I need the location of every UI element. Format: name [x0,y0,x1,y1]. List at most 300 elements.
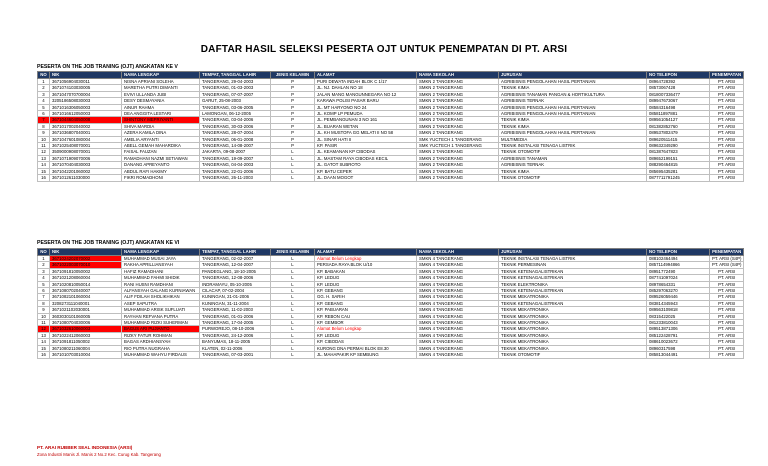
table-cell: TANGERANG, 12-08-2006 [200,275,271,281]
table-cell: SMKN 2 TANGERANG [417,162,499,168]
table-cell: SMKN 4 TANGERANG [417,262,499,268]
table-cell: 089513871306 [647,326,710,332]
table-cell: TANGERANG, 03-04-2006 [200,117,271,123]
table-cell: L [271,320,315,326]
table-cell: TEKNIK INSTALASI TENAGA LISTRIK [499,256,647,262]
table-cell: JL. KEAMANAN KP CIBODAS [315,149,417,155]
table-cell: PT. ARSI [710,352,744,358]
table-cell: 089652199151 [647,155,710,161]
column-header: NAMA LENGKAP [122,249,200,256]
table-cell: TEKNIK OTOMOTIF [499,175,647,181]
table-cell: TANGERANG, 22-01-2006 [200,168,271,174]
table-cell: 088102464494 [647,256,710,262]
table-cell: SHINTONY MEPRIYANTI [122,117,200,123]
table-cell: MUHAMMAD ARISK SUFLUATI [122,307,200,313]
table-cell: 3671080704030006 [50,320,122,326]
table-cell: 3671091811050002 [50,339,122,345]
table-cell: L [271,162,315,168]
table-cell: 3603030101060005 [50,313,122,319]
table-cell: 3671070404030003 [50,162,122,168]
table-cell: 6 [38,111,50,117]
table-cell: SMKN 4 TANGERANG [417,288,499,294]
table-cell: TEKNIK KIMIA [499,117,647,123]
table-cell: 0818007336477 [647,91,710,97]
table-cell: 3 [38,91,50,97]
table-cell: TEKNIK PERMESINAN [499,262,647,268]
table-cell: TEKNIK OTOMOTIF [499,352,647,358]
table-cell: SMKN 2 TANGERANG [417,175,499,181]
table-cell: TANGERANG, 17-04-2005 [200,320,271,326]
table-cell: PT. ARSI [710,123,744,129]
table-cell: KUNINGAN, 31-11-2004 [200,300,271,306]
table-cell: P [271,136,315,142]
table-row [38,175,744,181]
table-cell: 3671056904030011 [50,79,122,85]
table-cell: DANANG APREYANTO [122,162,200,168]
table-cell: 3671021208060004 [50,275,122,281]
table-cell: SMKN 4 TANGERANG [417,300,499,306]
table-cell: SMKN 4 TANGERANG [417,332,499,338]
table-cell: L [271,175,315,181]
table-angkatan-vi [37,248,744,359]
table-cell: 08315422025 [647,313,710,319]
table-cell: L [271,149,315,155]
table-cell: 4 [38,98,50,104]
table-cell: SMKN 4 TANGERANG [417,268,499,274]
table-cell: ALIF FDILAH SHOLIKHIKAN [122,294,200,300]
table-cell: L [271,281,315,287]
table-cell: TEKNIK MEKATRONIKA [499,345,647,351]
table-cell: 10 [38,136,50,142]
table-cell: MARETHA PUTRI DIMANTI [122,85,200,91]
table-cell: PT. ARSI [710,307,744,313]
table-cell: SMKN 2 TANGERANG [417,104,499,110]
table-cell: TANGERANG, 26-11-2003 [200,175,271,181]
table-cell: PT. ARSI [710,149,744,155]
table-cell: TANGERANG, 02-02-2007 [200,256,271,262]
table-cell: PT. ARSI [710,175,744,181]
table-angkatan-v [37,71,744,182]
table-cell: KP. CIBODAS [315,339,417,345]
table-cell: PT. ARSI [710,136,744,142]
table-cell: 085695435281 [647,168,710,174]
table-cell: 08964728392 [647,79,710,85]
table-cell: 081382852760 [647,123,710,129]
table-cell: L [271,313,315,319]
table-cell: RAMADHANI NAZMI SETIAWAN [122,155,200,161]
table-cell: JL. KH MUSTOFA GG MELATI II NO 58 [315,130,417,136]
table-cell: 089947673067 [647,98,710,104]
table-cell: AGRIBISNIS TERNAK [499,98,647,104]
table-cell: 3671020810050014 [50,281,122,287]
table-cell: 0857114994866 [647,262,710,268]
table-cell: P [271,91,315,97]
table-cell: TANGERANG, 03-06-2005 [200,104,271,110]
table-cell: KP. LEDUG [315,275,417,281]
table-cell: PT. ARSI [710,281,744,287]
table-cell: KP. LEDUG [315,281,417,287]
column-header: JURUSAN [499,249,647,256]
table-cell: 7 [38,117,50,123]
table-cell: 12 [38,326,50,332]
table-cell: PT. ARSI [710,288,744,294]
table-header-row [38,249,744,256]
table-cell: TEKNIK KETENAGALISTRIKAN [499,275,647,281]
table-cell: PT. ARSI [710,275,744,281]
table-cell: L [271,268,315,274]
table-cell: TEKNIK KIMIA [499,123,647,129]
table-cell: SMKN 4 TANGERANG [417,345,499,351]
table-cell: AGRIBISNIS PENGOLAHAN HASIL PERTANIAN [499,111,647,117]
table-cell: 8 [38,123,50,129]
table-cell: 085122428791 [647,332,710,338]
table-cell: PT. ARSI [710,111,744,117]
table-cell: ASEP SAPUTRA [122,300,200,306]
table-cell: KP. PABUARAN [315,307,417,313]
table-cell: PT. ARSI [710,162,744,168]
table-cell: TANGERANG, 07-03-2001 [200,352,271,358]
table-cell: 089563109818 [647,307,710,313]
table-cell: 8 [38,300,50,306]
table-cell: TEKNIK KIMIA [499,168,647,174]
column-header: NIK [50,72,122,79]
table-cell: AZERA KAMILA DINA [122,130,200,136]
table-cell: 7 [38,294,50,300]
table-cell: SMK YUCTECH 1 TANGERANG [417,136,499,142]
table-cell: SMKN 2 TANGERANG [417,79,499,85]
table-cell: KP. GEBANG [315,288,417,294]
table-cell: PT. ARSI (S4P) [710,262,744,268]
table-cell: JL. DAAN MOGOT [315,175,417,181]
table-cell: 3671044604050008 [50,117,122,123]
table-cell: TANGERANG, 12-04-2007 [200,262,271,268]
table-cell: 3671080702040007 [50,288,122,294]
table-cell: 3671022412060003 [50,332,122,338]
table-cell: SMKN 2 TANGERANG [417,130,499,136]
table-cell: 3671025408070001 [50,143,122,149]
table-cell: TEKNIK ELEKTRONIKA [499,281,647,287]
column-header: PENEMPATAN [710,72,744,79]
table-cell: 3671016612050003 [50,111,122,117]
table-cell: JALAN MANG MANGUNNEGARA NO 12 [315,91,417,97]
table-cell: BANYUMAS, 18-11-2005 [200,339,271,345]
table-cell: TANGERANG, 07-07-2007 [200,91,271,97]
table-cell: PT. ARSI [710,294,744,300]
table-cell: SMKN 2 TANGERANG [417,168,499,174]
table-cell: L [271,275,315,281]
table-cell: TEKNIK MEKATRONIKA [499,332,647,338]
table-cell: TANGERANG, 24-12-2006 [200,332,271,338]
table-cell: 14 [38,339,50,345]
table-cell: SMKN 4 TANGERANG [417,326,499,332]
table-cell: 089561054127 [647,117,710,123]
table-cell: P [271,123,315,129]
table-cell: NISNA APRIANI SOLEHA [122,79,200,85]
table-cell: TEKNIK KETENAGALISTRIKAN [499,268,647,274]
table-cell: LAMONGAN, 06-12-2005 [200,111,271,117]
table-cell: TEKNIK MEKATRONIKA [499,313,647,319]
table-cell: L [271,294,315,300]
table-cell: 083814345943 [647,300,710,306]
table-cell: PT. ARSI [710,313,744,319]
table-cell: SMK YUCTECH 1 TANGERANG [417,143,499,149]
table-cell: TANGERANG, 04-04-2003 [200,162,271,168]
table-cell: L [271,352,315,358]
table-cell: P [271,117,315,123]
table-cell: 3671024202070002 [50,256,122,262]
table-cell: SMKN 4 TANGERANG [417,307,499,313]
table-cell: 0877711791245 [647,175,710,181]
table-cell: PT. ARSI [710,79,744,85]
table-cell: AINUR RAHMA [122,104,200,110]
table-cell: 3671022003070010 [50,262,122,268]
table-cell: 081387647823 [647,149,710,155]
table-cell: PURI DEWATA INDAH BLOK C 1/17 [315,79,417,85]
table-cell: SMKN 4 TANGERANG [417,320,499,326]
table-cell: L [271,155,315,161]
table-cell: 2 [38,262,50,268]
table-cell: TEKNIK OTOMOTIF [499,149,647,155]
table-cell: SHIVA MARDIA [122,123,200,129]
table-cell: 3671047070700004 [50,91,122,97]
table-cell: TEKNIK INSTALASI TENAGA LISTRIK [499,143,647,149]
table-cell: PT. ARSI [710,345,744,351]
table-cell: JL. MASTAM RAYA CIBODAS KECIL [315,155,417,161]
table-cell: 089537802479 [647,130,710,136]
column-header: NO [38,72,50,79]
table-cell: TANGERANG, 11-02-2003 [200,307,271,313]
table-cell: PT. ARSI [710,85,744,91]
table-cell: SMKN 2 TANGERANG [417,123,499,129]
table-cell: L [271,256,315,262]
table-cell: PT. ARSI [710,320,744,326]
footer-company: PT. ARAI RUBBER SEAL INDONESIA (ARSI) [37,445,133,450]
table-cell: 6 [38,288,50,294]
table-cell: P [271,79,315,85]
table-cell: 08951772490 [647,268,710,274]
table-cell: SMKN 2 TANGERANG [417,111,499,117]
table-cell: P [271,111,315,117]
table-cell: 085297063270 [647,288,710,294]
column-header: TEMPAT, TANGGAL LAHIR [200,249,271,256]
table-cell: 14 [38,162,50,168]
table-cell: PT. ARSI [710,155,744,161]
table-cell: 15 [38,345,50,351]
table-cell: KP. BATU CEPER [315,168,417,174]
table-cell: PANDEGLANG, 18-10-2005 [200,268,271,274]
table-cell: PT. ARSI [710,268,744,274]
table-cell: 3509000908070001 [50,149,122,155]
table-cell: SMKN 4 TANGERANG [417,339,499,345]
table-cell: 3671082101060004 [50,294,122,300]
table-cell: PERSADA RAYA BLOK U/10 [315,262,417,268]
table-cell: EVIVI ULLANDA JUBI [122,91,200,97]
table-cell: 5 [38,281,50,287]
table-cell: 2 [38,85,50,91]
table-cell: AMELIA ARYANTI [122,136,200,142]
table-cell: 3208273111040001 [50,300,122,306]
table-cell: 1 [38,256,50,262]
table-cell: TEKNIK KETENAGALISTRIKAN [499,288,647,294]
table-cell: RIZKY FATUR ROHMAN [122,332,200,338]
column-header: ALAMAT [315,72,417,79]
table-cell: TANGERANG, 01-01-2006 [200,313,271,319]
table-cell: TEKNIK MEKATRONIKA [499,339,647,345]
table-cell: 1 [38,79,50,85]
table-cell: Alamat Belum Lengkap [315,256,417,262]
table-cell: 3671091810050002 [50,268,122,274]
table-cell: JL. GATOT SUBROTO [315,162,417,168]
table-cell: RANI HUSNI RAMDHANI [122,281,200,287]
table-cell: 08584316498 [647,104,710,110]
column-header: ALAMAT [315,249,417,256]
table-cell: RAYHAN REFVANA PUTRA [122,313,200,319]
table-cell: 087741097024 [647,275,710,281]
table-cell: PT. ARSI [710,104,744,110]
table-cell: JL. MT HARYONO NO 24 [315,104,417,110]
table-cell: PT. ARSI [710,300,744,306]
table-cell: MUHAMMAD WAHYU FIRDAUS [122,352,200,358]
table-cell: SMKN 4 TANGERANG [417,275,499,281]
table-cell: RIO PUTRA NUGRAHA [122,345,200,351]
column-header: NAMA SEKOLAH [417,249,499,256]
table-cell: SMKN 2 TANGERANG [417,85,499,91]
table-cell: JAKARTA, 09-08-2007 [200,149,271,155]
table-cell: L [271,332,315,338]
table-cell: KARAWA POLISI PASAR BARU [315,98,417,104]
table-cell: SMKN 4 TANGERANG [417,256,499,262]
table-cell: L [271,288,315,294]
table-cell: 3671012611030000 [50,175,122,181]
table-cell: 08573067428 [647,85,710,91]
column-header: JENIS KELAMIN [271,249,315,256]
table-cell: FIKRI ROMADHONI [122,175,200,181]
table-cell: RAKHA APRILLIANSYAH [122,262,200,268]
table-cell: DEA ANGGITA LESTARI [122,111,200,117]
table-cell: 13 [38,332,50,338]
table-cell: TANGERANG, 19-09-2007 [200,155,271,161]
table-cell: PT. ARSI (S4P) [710,256,744,262]
table-cell: 3205186508030003 [50,98,122,104]
table-cell: P [271,143,315,149]
table-cell: 9 [38,307,50,313]
table-cell: P [271,85,315,91]
table-cell: SMKN 2 TANGERANG [417,91,499,97]
table-row [38,352,744,358]
table-cell: Alamat Belum Lengkap [315,326,417,332]
table-cell: 089632349290 [647,143,710,149]
table-cell: GARUT, 25-08-2003 [200,98,271,104]
table-cell: AGRIBISNIS PENGOLAHAN HASIL PERTANIAN [499,79,647,85]
table-cell: 081233810043 [647,320,710,326]
table-cell: TANGERANG, 14-08-2007 [200,143,271,149]
table-cell: SMKN 2 TANGERANG [417,149,499,155]
table-cell: JL. BUARAN WETAN [315,123,417,129]
table-cell: TEKNIK MEKATRONIKA [499,326,647,332]
column-header: PENEMPATAN [710,249,744,256]
table-cell: 08978654331 [647,281,710,287]
table-cell: KLATEN, 02-11-2006 [200,345,271,351]
table-cell: L [271,339,315,345]
table-cell: 085811897881 [647,111,710,117]
table-cell: P [271,104,315,110]
table-cell: L [271,307,315,313]
table-cell: 085813044491 [647,352,710,358]
table-cell: P [271,130,315,136]
table-cell: BAGUS ARI PUJIANTO [122,326,200,332]
table-cell: 3 [38,268,50,274]
table-cell: 5 [38,104,50,110]
table-cell: 10 [38,313,50,319]
table-cell: SMKN 4 TANGERANG [417,313,499,319]
section-title-v: PESERTA ON THE JOB TRANING (OJT) ANGKATAN KE V [37,64,178,70]
table-cell: 16 [38,352,50,358]
column-header: NO [38,249,50,256]
table-cell: AGRIBISNIS TANAMAN PANGAN & HORTIKULTURA [499,91,647,97]
table-cell: L [271,300,315,306]
table-cell: TANGERANG, 29-04-2003 [200,79,271,85]
table-cell: AGRIBISNIS TANAMAN [499,155,647,161]
table-cell: FAISAL FAUZAN [122,149,200,155]
table-cell: 11 [38,143,50,149]
table-cell: 3671042201060002 [50,168,122,174]
table-cell: JL. SINAR HATI II [315,136,417,142]
table-cell: TEKNIK MEKATRONIKA [499,294,647,300]
table-cell: 089526059446 [647,294,710,300]
table-cell: KP. REBON CAU [315,313,417,319]
column-header: NO TELEPON [647,72,710,79]
table-cell: GG. H. SARIH [315,294,417,300]
table-cell: SMKN 2 TANGERANG [417,117,499,123]
table-cell: 13 [38,155,50,161]
table-cell: KP. BABAKAN [315,268,417,274]
table-cell: ALFANSYAH GALANG KURNIAWAN [122,288,200,294]
column-header: NAMA LENGKAP [122,72,200,79]
table-cell: SMKN 4 TANGERANG [417,281,499,287]
table-cell: AGRIBISNIS TERNAK [499,162,647,168]
table-cell: 3671071909070006 [50,155,122,161]
table-cell: TANGERANG, 06-01-2008 [200,136,271,142]
table-cell: JL. PEMBANGUNAN 3 NO 161 [315,117,417,123]
table-cell: 3671047601080004 [50,136,122,142]
table-cell: KP. PASIR [315,143,417,149]
table-cell: KP. LEDUG [315,332,417,338]
table-cell: SMKN 2 TANGERANG [417,98,499,104]
table-cell: 3671016306050003 [50,104,122,110]
table-cell: SMKN 4 TANGERANG [417,352,499,358]
column-header: NIK [50,249,122,256]
table-cell: PT. ARSI [710,332,744,338]
column-header: JURUSAN [499,72,647,79]
table-cell: PT. ARSI [710,143,744,149]
table-cell: KUNINGAN, 21-01-2006 [200,294,271,300]
table-cell: 12 [38,149,50,155]
table-cell: 11 [38,320,50,326]
table-cell: AGRIBISNIS PENGOLAHAN HASIL PERTANIAN [499,104,647,110]
table-cell: JL. NJ. DAHLAN NO 18 [315,85,417,91]
table-cell: 088290464815 [647,162,710,168]
table-cell: TANGERANG, 01-03-2003 [200,85,271,91]
table-cell: 3671017002040002 [50,123,122,129]
table-cell: L [271,168,315,174]
table-cell: TANGERANG, 30-03-2006 [200,123,271,129]
table-cell: ABELL GEMAH MAHARDIKA [122,143,200,149]
table-cell: PT. ARSI [710,91,744,97]
table-cell: PT. ARSI [710,168,744,174]
table-cell: PT. ARSI [710,117,744,123]
table-cell: CILACAP, 07-02-2004 [200,288,271,294]
table-cell: MUHAMMAD MUSAI JAYA [122,256,200,262]
